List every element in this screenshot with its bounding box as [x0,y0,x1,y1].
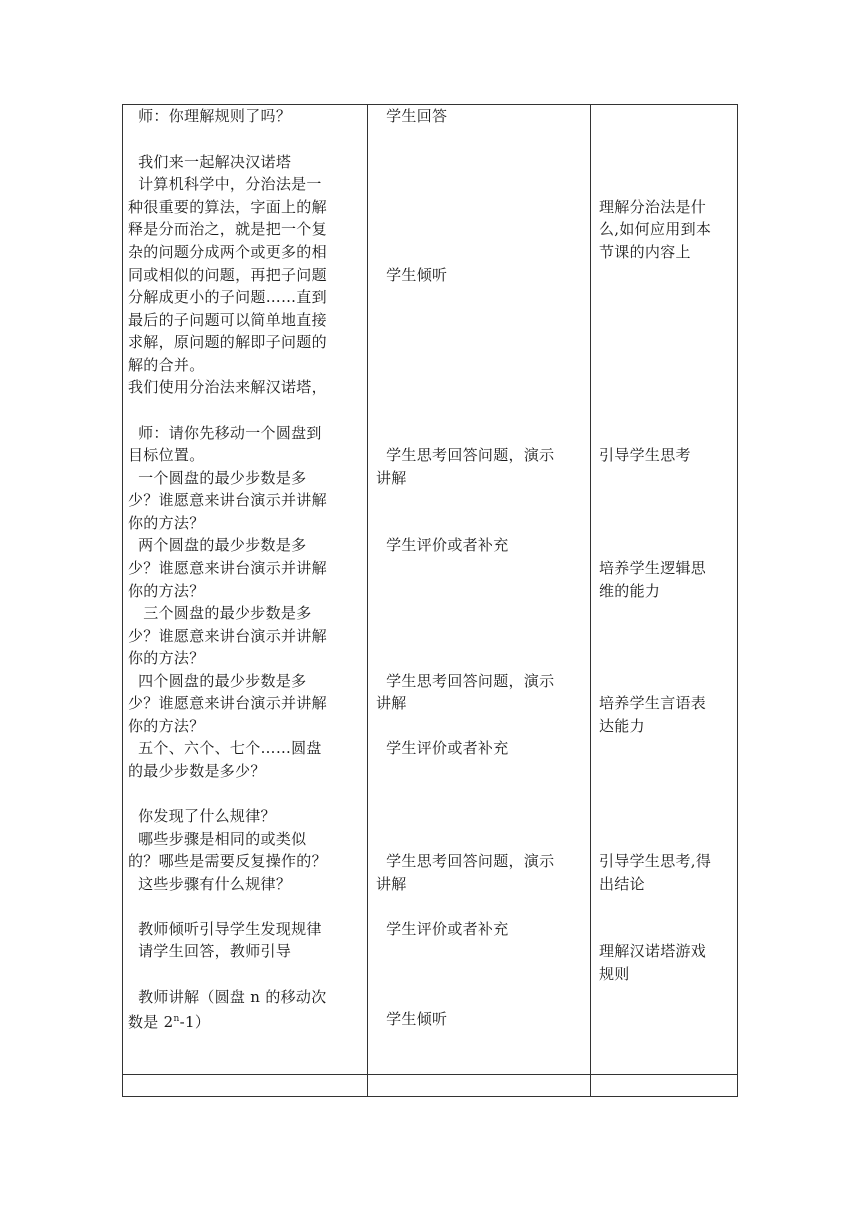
col3-line: 培养学生逻辑思 [599,559,707,577]
col1-line: 最后的子问题可以简单地直接 [128,311,327,329]
formula-text: 数是 2 [128,1013,174,1031]
col1-line: 请学生回答，教师引导 [128,942,292,960]
col1-line: 你的方法？ [128,649,205,667]
col3-line: 么,如何应用到本 [599,220,712,238]
col1-line: 师：请你先移动一个圆盘到 [128,424,322,442]
col2-line: 学生思考回答问题，演示 [376,446,555,464]
col2-line: 学生评价或者补充 [376,920,509,938]
col1-line: 我们来一起解决汉诺塔 [128,153,292,171]
table-bottom-border [122,1096,738,1097]
col2-line: 讲解 [376,694,407,712]
col1-line: 种很重要的算法，字面上的解 [128,198,327,216]
col1-line: 释是分而治之，就是把一个复 [128,220,327,238]
col2-line: 学生评价或者补充 [376,536,509,554]
col3-line: 引导学生思考 [599,446,691,464]
formula-suffix: -1） [179,1013,211,1031]
col1-formula-line [128,1008,362,1034]
col1-line: 同或相似的问题，再把子问题 [128,266,327,284]
col1-line: 的最少步数是多少？ [128,762,266,780]
col3-line: 引导学生思考,得 [599,852,712,870]
col1-line: 你的方法？ [128,514,205,532]
col2-line: 学生倾听 [376,266,448,284]
col1-line: 你的方法？ [128,582,205,600]
col1-line: 你发现了什么规律？ [128,807,276,825]
col1-line: 三个圆盘的最少步数是多 [128,604,312,622]
col1-line: 少？谁愿意来讲台演示并讲解 [128,559,327,577]
col2-line: 讲解 [376,875,407,893]
table-col-divider-2 [590,104,591,1097]
col1-line: 解的合并。 [128,356,205,374]
col2-line: 学生思考回答问题，演示 [376,852,555,870]
col2-line: 学生回答 [376,107,448,125]
col1-line: 教师倾听引导学生发现规律 [128,920,322,938]
col2-line: 讲解 [376,469,407,487]
col1-line: 哪些步骤是相同的或类似 [128,830,307,848]
col3-line: 理解分治法是什 [599,198,707,216]
col1-line: 少？谁愿意来讲台演示并讲解 [128,694,327,712]
table-col-divider-1 [367,104,368,1097]
table-right-border [737,104,738,1097]
col2-line: 学生思考回答问题，演示 [376,672,555,690]
col3-line: 出结论 [599,875,645,893]
col2-line: 学生倾听 [376,1010,448,1028]
col1-line: 少？谁愿意来讲台演示并讲解 [128,627,327,645]
col1-line: 杂的问题分成两个或更多的相 [128,243,327,261]
col1-line: 的？哪些是需要反复操作的？ [128,852,327,870]
table-row-divider [122,1074,738,1075]
col1-line: 这些步骤有什么规律？ [128,875,292,893]
col3-line: 维的能力 [599,582,661,600]
col1-line: 两个圆盘的最少步数是多 [128,536,307,554]
col1-line: 我们使用分治法来解汉诺塔， [128,378,327,396]
col1-line: 一个圆盘的最少步数是多 [128,469,307,487]
col1-line: 你的方法？ [128,717,205,735]
col1-line: 计算机科学中，分治法是一 [128,175,322,193]
col1-line: 五个、六个、七个……圆盘 [128,739,322,757]
col3-line: 节课的内容上 [599,243,691,261]
col3-line: 规则 [599,965,630,983]
col1-line: 求解，原问题的解即子问题的 [128,333,327,351]
col1-line: 分解成更小的子问题……直到 [128,288,327,306]
col1-line: 师：你理解规则了吗？ [128,107,292,125]
formula-exponent: n [173,1014,180,1024]
col2-line: 学生评价或者补充 [376,739,509,757]
col3-line: 理解汉诺塔游戏 [599,942,707,960]
col3-line: 培养学生言语表 [599,694,707,712]
col3-line: 达能力 [599,717,645,735]
col1-line: 少？谁愿意来讲台演示并讲解 [128,491,327,509]
col1-line: 目标位置。 [128,446,205,464]
table-left-border [122,104,123,1097]
col1-line: 教师讲解（圆盘 n 的移动次 [128,988,327,1006]
col1-line: 四个圆盘的最少步数是多 [128,672,307,690]
